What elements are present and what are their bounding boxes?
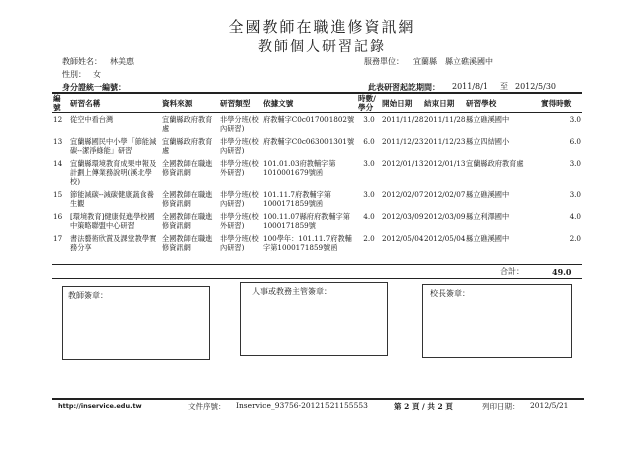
col-source: 資料來源 (162, 98, 193, 108)
cell-doc: 100學年：101.11.7府教輔字第1000171859號函 (263, 234, 352, 252)
cell-no: 17 (53, 234, 63, 243)
period-to: 至 (500, 82, 508, 91)
record-title: 教師個人研習記錄 (258, 39, 386, 55)
site-url[interactable]: http://inservice.edu.tw (58, 402, 142, 410)
cell-doc: 府教輔字C0c063001301號 (263, 137, 355, 146)
cell-actual: 3.0 (569, 190, 581, 199)
period-start: 2011/8/1 (452, 82, 488, 91)
cell-type: 非學分班(校內研習) (220, 115, 259, 133)
col-actual: 實得時數 (541, 98, 572, 108)
cell-type: 非學分班(校內研習) (220, 234, 259, 252)
table-row (52, 232, 582, 254)
cell-end: 2011/12/23 (424, 137, 466, 146)
gender-value: 女 (93, 70, 101, 79)
name-label: 教師姓名： (62, 57, 102, 66)
cell-name: 書法藝術欣賞及課堂教學實務分享 (70, 234, 157, 252)
school-label: 服務單位： (364, 57, 404, 66)
cell-no: 16 (53, 212, 63, 221)
cell-start: 2011/12/23 (382, 137, 424, 146)
col-end: 結束日期 (424, 98, 455, 108)
cell-school: 縣立礁溪國中 (466, 115, 510, 124)
cell-no: 15 (53, 190, 63, 199)
gender-label: 性別： (62, 70, 86, 79)
table-header-row (52, 93, 582, 113)
cell-school: 縣立利澤國中 (466, 212, 510, 221)
cell-actual: 3.0 (569, 115, 581, 124)
cell-start: 2012/05/04 (382, 234, 424, 243)
cell-doc: 101.11.7府教輔字第1000171859號函 (263, 190, 331, 208)
col-hours: 時數/學分 (358, 94, 376, 112)
cell-end: 2011/11/28 (424, 115, 466, 124)
cell-doc: 100.11.07縣府府教輔字第1000171859號 (263, 212, 350, 230)
personnel-signature-label: 人事或教務主管簽章： (252, 287, 332, 296)
cell-no: 13 (53, 137, 63, 146)
cell-actual: 4.0 (569, 212, 581, 221)
cell-start: 2011/11/28 (382, 115, 424, 124)
cell-end: 2012/02/07 (424, 190, 466, 199)
print-date-label: 列印日期： (482, 402, 520, 411)
col-name: 研習名稱 (70, 98, 101, 108)
cell-start: 2012/02/07 (382, 190, 424, 199)
col-no: 編號 (53, 94, 61, 112)
cell-hours: 6.0 (363, 137, 375, 146)
cell-actual: 2.0 (569, 234, 581, 243)
cell-type: 非學分班(校外研習) (220, 159, 259, 177)
table-bottom-rule (52, 264, 582, 265)
cell-source: 全國教師在職進修資訊網 (162, 159, 213, 177)
cell-source: 全國教師在職進修資訊網 (162, 190, 213, 208)
cell-source: 全國教師在職進修資訊網 (162, 212, 213, 230)
cell-name: 節能減碳--減碳健康蔬食養生觀 (70, 190, 154, 208)
cell-end: 2012/05/04 (424, 234, 466, 243)
cell-source: 宜蘭縣政府教育處 (162, 115, 213, 133)
cell-doc: 101.01.03府教輔字第1010001679號函 (263, 159, 336, 177)
cell-name: 宜蘭縣環境教育成果申報及計劃上傳業務說明(溪北學校) (70, 159, 157, 186)
period-end: 2012/5/30 (515, 82, 557, 91)
period-label: 此表研習起訖期間： (368, 82, 440, 92)
table-row (52, 210, 582, 232)
col-school: 研習學校 (466, 98, 497, 108)
cell-name: [環境教育]健康促進學校國中策略聯盟中心研習 (70, 212, 155, 230)
table-row (52, 135, 582, 157)
training-table (52, 93, 582, 254)
cell-end: 2012/01/13 (424, 159, 466, 168)
cell-name: 宜蘭縣國民中小學「節能減碳--潔淨綠能」研習 (70, 137, 157, 155)
cell-actual: 6.0 (569, 137, 581, 146)
cell-no: 12 (53, 115, 63, 124)
cell-school: 宜蘭縣政府教育處 (466, 159, 524, 168)
page-indicator: 第 2 頁 / 共 2 頁 (394, 402, 453, 411)
table-row (52, 188, 582, 210)
cell-school: 縣立礁溪國中 (466, 234, 510, 243)
print-date: 2012/5/21 (530, 401, 569, 410)
cell-school: 縣立四結國小 (466, 137, 510, 146)
cell-hours: 3.0 (363, 190, 375, 199)
cell-type: 非學分班(校內研習) (220, 137, 259, 155)
table-row (52, 113, 582, 135)
table-row (52, 157, 582, 188)
cell-hours: 3.0 (363, 159, 375, 168)
cell-actual: 3.0 (569, 159, 581, 168)
principal-signature-label: 校長簽章： (430, 289, 470, 298)
cell-source: 宜蘭縣政府教育處 (162, 137, 213, 155)
cell-name: 從空中看台灣 (70, 115, 114, 124)
total-label: 合計： (500, 267, 524, 276)
doc-serial: Inservice_93756-20121521155553 (236, 401, 368, 410)
col-type: 研習類型 (220, 98, 251, 108)
school-name: 宜蘭縣 縣立礁溪國中 (413, 57, 493, 66)
cell-type: 非學分班(校外研習) (220, 212, 259, 230)
cell-end: 2012/03/09 (424, 212, 466, 221)
total-rule (52, 278, 582, 279)
cell-hours: 2.0 (363, 234, 375, 243)
cell-hours: 4.0 (363, 212, 375, 221)
col-doc: 依據文號 (263, 98, 294, 108)
cell-no: 14 (53, 159, 63, 168)
site-title: 全國教師在職進修資訊網 (228, 18, 416, 36)
total-hours: 49.0 (552, 267, 572, 277)
cell-school: 縣立礁溪國中 (466, 190, 510, 199)
cell-hours: 3.0 (363, 115, 375, 124)
cell-start: 2012/03/09 (382, 212, 424, 221)
doc-serial-label: 文件序號： (188, 402, 226, 411)
teacher-signature-label: 教師簽章： (68, 291, 108, 300)
cell-doc: 府教輔字C0c017001802號 (263, 115, 355, 124)
cell-type: 非學分班(校內研習) (220, 190, 259, 208)
footer-rule (52, 398, 584, 400)
id-label: 身分證統一編號： (62, 82, 126, 92)
teacher-name: 林美惠 (110, 57, 134, 66)
cell-source: 全國教師在職進修資訊網 (162, 234, 213, 252)
cell-start: 2012/01/13 (382, 159, 424, 168)
col-start: 開始日期 (382, 98, 413, 108)
